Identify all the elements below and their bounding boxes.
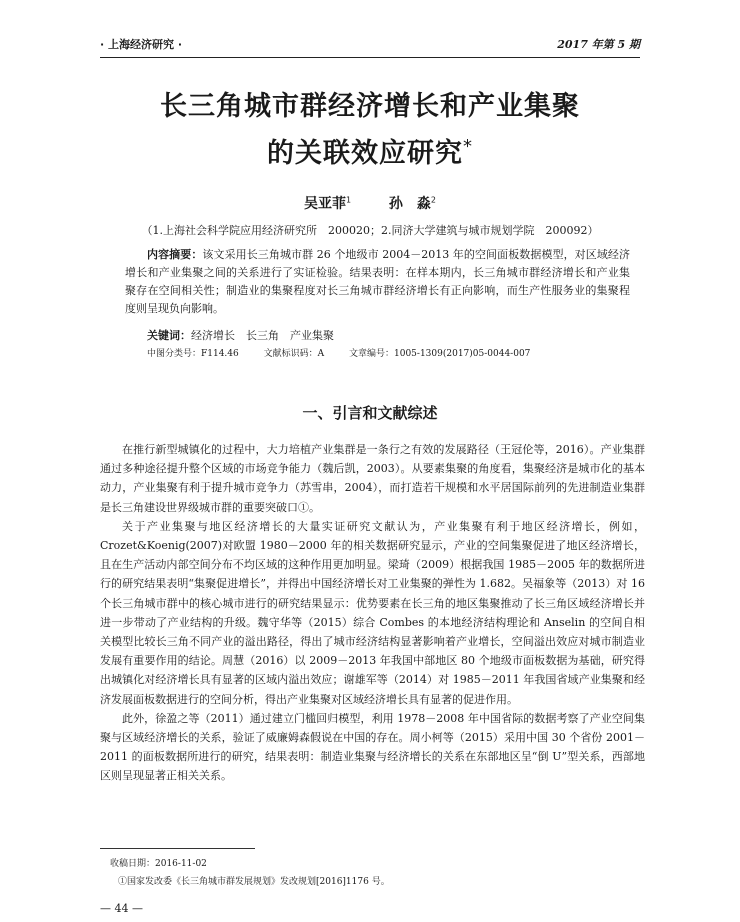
paragraph: 关于产业集聚与地区经济增长的大量实证研究文献认为，产业集聚有利于地区经济增长，例如，Crozet&Koenig(2007)对欧盟 1980－2000 年的相关数据研究显示，产业的空间集聚促进了地区经济增长，且在生产活动内部空间分布不均区域的这种作用更加明显。梁琦（2009）根据我国 1985－2005 年的数据所进行的研究结果表明“集聚促进增长”，并得出中国经济增长对工业集聚的弹性为 1.682。吴福象等（2013）对 16 个长三角城市群中的核心城市进行的研究结果显示：优势要素在长三角的地区集聚推动了长三角区域经济增长并进一步带动了产业结构的升级。魏守华等（2015）综合 Combes 的本地经济结构理论和 Anselin 的空间自相关模型比较长三角不同产业的溢出路径，得出了城市经济结构显著影响着产业增长，空间溢出效应对城市制造业发展有重要作用的结论。周慧（2016）以 2009－2013 年我国中部地区 80 个地级市面板数据为基础，研究得出城镇化对经济增长具有显著的区域内溢出效应；谢雄军等（2014）对 1985－2011 年我国省域产业集聚和经济发展面板数据进行的空间分析，得出产业集聚对区域经济增长具有显著的促进作用。 (100, 519, 645, 706)
author-2: 孙 淼 (388, 196, 431, 212)
author-1: 吴亚菲 (304, 196, 347, 212)
abstract-text: 该文采用长三角城市群 26 个地级市 2004－2013 年的空间面板数据模型，对区域经济增长和产业集聚之间的关系进行了实证检验。结果表明：在样本期内，长三角城市群经济增长和产业集聚存在空间相关性；制造业的集聚程度对长三角城市群经济增长有正向影响，而生产性服务业的集聚程度则呈现负向影响。 (125, 248, 630, 315)
classification-info (147, 346, 552, 359)
affiliations: （1.上海社会科学院应用经济研究所 200020；2.同济大学建筑与城市规划学院 200092） (141, 224, 599, 237)
author-1-affil-mark: 1 (346, 195, 352, 205)
header-rule (100, 57, 640, 58)
section-heading: 一、引言和文献综述 (302, 404, 438, 422)
paragraph: 在推行新型城镇化的过程中，大力培植产业集群是一条行之有效的发展路径（王冠伦等，2016）。产业集群通过多种途径提升整个区域的市场竞争能力（魏后凯，2003）。从要素集聚的角度看，集聚经济是城市化的基本动力，产业集聚有利于提升城市竞争力（苏雪串，2004），而打造若干规模和水平居国际前列的先进制造业集群是长三角建设世界级城市群的重要突破口①。 (100, 443, 645, 514)
abstract (125, 246, 630, 318)
body-text (100, 440, 645, 786)
received-date: 收稿日期：2016-11-02 (110, 859, 207, 869)
keywords (147, 327, 334, 343)
abstract-label: 内容摘要： (147, 248, 203, 261)
title-footnote-mark: * (463, 136, 473, 157)
paragraph: 此外，徐盈之等（2011）通过建立门槛回归模型，利用 1978－2008 年中国省际的数据考察了产业空间集聚与区域经济增长的关系，验证了威廉姆森假说在中国的存在。周小柯等（2015）采用中国 30 个省份 2001－2011 的面板数据所进行的研究，结果表明：制造业集聚与经济增长的关系在东部地区呈“倒 U”型关系，西部地区则呈现显著正相关关系。 (100, 711, 645, 783)
footnote-rule (100, 848, 255, 849)
page-number: — 44 — (100, 902, 143, 915)
keywords-text: 经济增长 长三角 产业集聚 (191, 329, 334, 342)
footnote-1: ①国家发改委《长三角城市群发展规划》发改规划[2016]1176 号。 (118, 877, 390, 887)
keywords-label: 关键词： (147, 329, 191, 342)
author-line (0, 193, 740, 213)
journal-name: · 上海经济研究 · (100, 38, 183, 51)
article-number: 文章编号：1005-1309(2017)05-0044-007 (349, 349, 531, 359)
running-header (100, 36, 640, 56)
issue-label: 2017 年第 5 期 (557, 38, 640, 51)
clc-number: 中图分类号：F114.46 (147, 349, 239, 359)
article-title-line2 (60, 128, 680, 173)
document-code: 文献标识码：A (263, 349, 325, 359)
article-title-line2-text: 的关联效应研究 (267, 138, 463, 169)
author-2-affil-mark: 2 (430, 195, 436, 205)
article-title-line1: 长三角城市群经济增长和产业集聚 (160, 91, 580, 122)
